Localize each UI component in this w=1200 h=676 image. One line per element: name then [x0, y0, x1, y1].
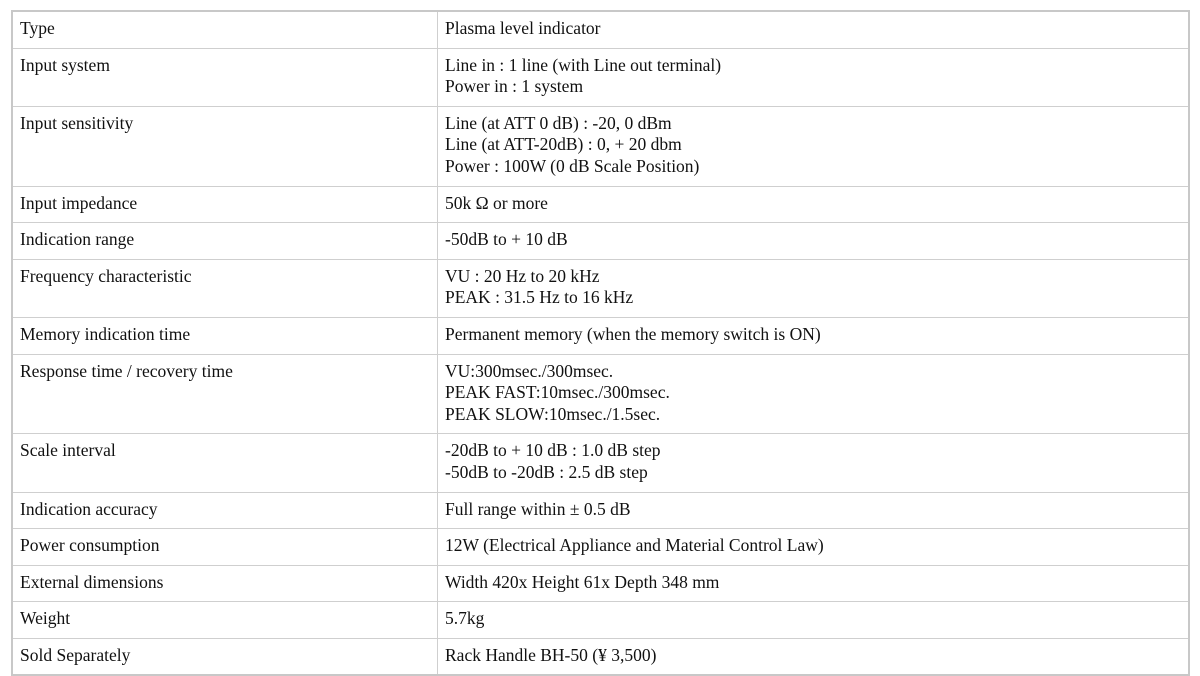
spec-value-line: Rack Handle BH-50 (¥ 3,500) [445, 644, 657, 665]
table-row [13, 107, 1188, 187]
spec-value-line: Line (at ATT-20dB) : 0, + 20 dbm [445, 134, 682, 155]
spec-value-line: Full range within ± 0.5 dB [445, 498, 631, 519]
spec-value-line: Power : 100W (0 dB Scale Position) [445, 155, 700, 176]
table-row [13, 529, 1188, 566]
table-row [13, 566, 1188, 603]
spec-table-body [13, 12, 1188, 674]
spec-label: Scale interval [13, 434, 438, 492]
spec-value [438, 602, 1188, 639]
spec-value [438, 107, 1188, 187]
table-row [13, 318, 1188, 355]
spec-value-line: Power in : 1 system [445, 76, 584, 97]
spec-value-line: Width 420x Height 61x Depth 348 mm [445, 571, 720, 592]
table-row [13, 493, 1188, 530]
table-row [13, 602, 1188, 639]
spec-value [438, 355, 1188, 435]
spec-label: External dimensions [13, 566, 438, 603]
spec-label: Indication range [13, 223, 438, 260]
table-row [13, 639, 1188, 675]
spec-label: Frequency characteristic [13, 260, 438, 318]
table-row [13, 434, 1188, 492]
spec-label: Input sensitivity [13, 107, 438, 187]
spec-label: Power consumption [13, 529, 438, 566]
spec-value-line: 5.7kg [445, 608, 485, 629]
spec-value [438, 318, 1188, 355]
table-row [13, 49, 1188, 107]
table-row [13, 12, 1188, 49]
spec-value-line: 12W (Electrical Appliance and Material Control Law) [445, 535, 824, 556]
spec-table [11, 10, 1190, 676]
spec-value-line: PEAK SLOW:10msec./1.5sec. [445, 403, 661, 424]
spec-value [438, 639, 1188, 675]
spec-value-line: -50dB to -20dB : 2.5 dB step [445, 461, 648, 482]
table-row [13, 223, 1188, 260]
spec-value-line: -20dB to + 10 dB : 1.0 dB step [445, 440, 661, 461]
spec-value-line: Line in : 1 line (with Line out terminal) [445, 54, 722, 75]
spec-value-line: -50dB to + 10 dB [445, 229, 568, 250]
spec-label: Memory indication time [13, 318, 438, 355]
spec-label: Type [13, 12, 438, 49]
spec-value [438, 434, 1188, 492]
spec-label: Indication accuracy [13, 493, 438, 530]
spec-value [438, 12, 1188, 49]
spec-label: Sold Separately [13, 639, 438, 675]
spec-value [438, 187, 1188, 224]
table-row [13, 260, 1188, 318]
spec-label: Response time / recovery time [13, 355, 438, 435]
spec-value-line: PEAK FAST:10msec./300msec. [445, 382, 670, 403]
spec-label: Weight [13, 602, 438, 639]
spec-value [438, 223, 1188, 260]
spec-value [438, 493, 1188, 530]
spec-value-line: Permanent memory (when the memory switch is ON) [445, 323, 821, 344]
spec-label: Input impedance [13, 187, 438, 224]
spec-value-line: 50k Ω or more [445, 192, 548, 213]
spec-value [438, 529, 1188, 566]
table-row [13, 187, 1188, 224]
spec-label: Input system [13, 49, 438, 107]
spec-value [438, 566, 1188, 603]
spec-value-line: VU : 20 Hz to 20 kHz [445, 265, 600, 286]
spec-value-line: VU:300msec./300msec. [445, 360, 614, 381]
spec-value [438, 260, 1188, 318]
table-row [13, 355, 1188, 435]
spec-value-line: Plasma level indicator [445, 18, 601, 38]
spec-value-line: Line (at ATT 0 dB) : -20, 0 dBm [445, 112, 672, 133]
spec-value [438, 49, 1188, 107]
spec-value-line: PEAK : 31.5 Hz to 16 kHz [445, 287, 634, 308]
